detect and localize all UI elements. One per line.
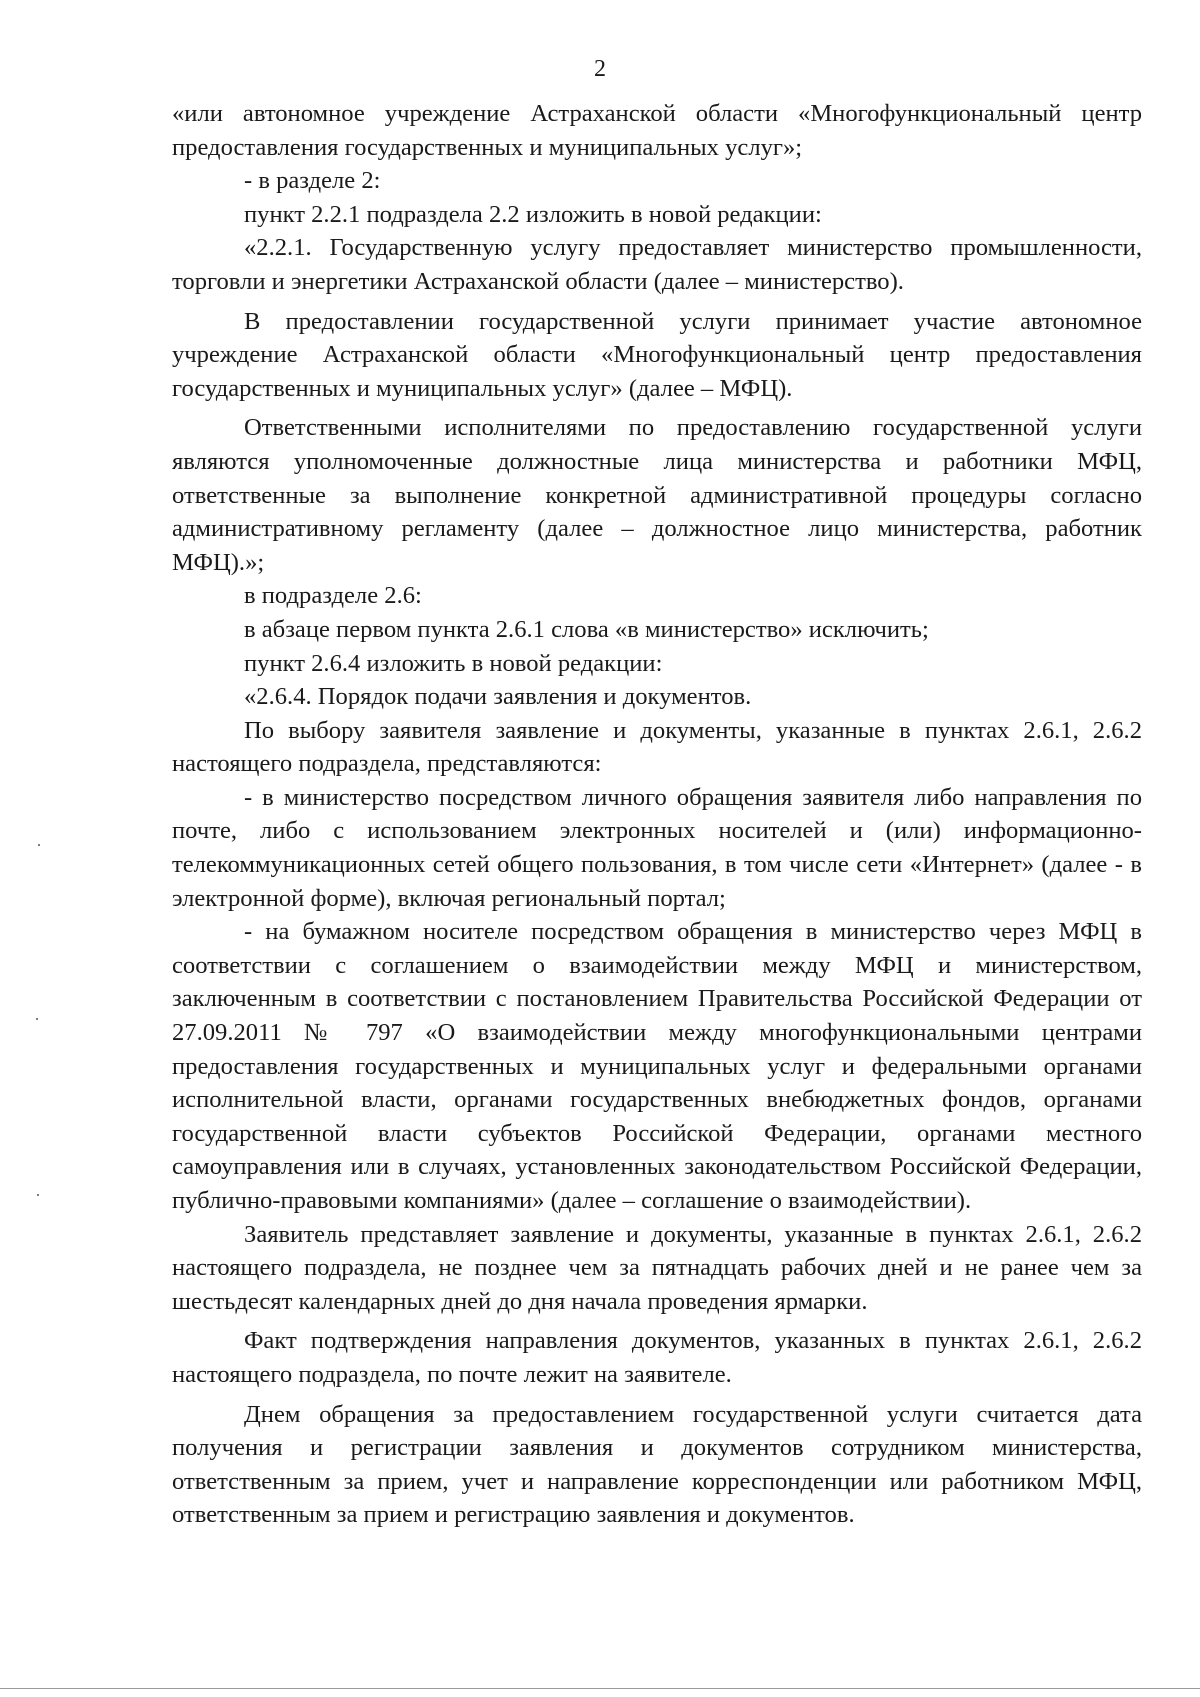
- paragraph: пункт 2.6.4 изложить в новой редакции:: [244, 649, 663, 677]
- scan-edge-line: [0, 1688, 1200, 1689]
- scan-speck: [36, 1018, 38, 1020]
- paragraph: в абзаце первом пункта 2.6.1 слова «в министерство» исключить;: [244, 615, 929, 643]
- paragraph: в подразделе 2.6:: [244, 582, 422, 610]
- paragraph: - в министерство посредством личного обращения заявителя либо направления по почте, либо с использованием электронных носителей и (или) информационно-телекоммуникационных сетей общего пользования, в том числе сети «Интернет» (далее - в электронной форме), включая региональный портал;: [172, 783, 1142, 912]
- page-number: 2: [594, 56, 606, 82]
- paragraph-continuation: «или автономное учреждение Астраханской области «Многофункциональный центр предоставления государственных и муниципальных услуг»;: [172, 100, 1142, 161]
- paragraph: «2.2.1. Государственную услугу предоставляет министерство промышленности, торговли и энергетики Астраханской области (далее – министерство).: [172, 234, 1142, 295]
- paragraph: Заявитель представляет заявление и документы, указанные в пунктах 2.6.1, 2.6.2 настоящего подраздела, не позднее чем за пятнадцать рабочих дней и не ранее чем за шестьдесят календарных дней до дня начала проведения ярмарки.: [172, 1220, 1142, 1315]
- scan-speck: [38, 844, 40, 846]
- paragraph: - на бумажном носителе посредством обращения в министерство через МФЦ в соответствии с соглашением о взаимодействии между МФЦ и министерством, заключенным в соответствии с постановлением Правительства Российской Федерации от 27.09.2011 № 797 «О взаимодействии между многофункциональными центрами предоставления государственных и муниципальных услуг и федеральными органами исполнительной власти, органами государственных внебюджетных фондов, органами государственной власти субъектов Российской Федерации, органами местного самоуправления или в случаях, установленных законодательством Российской Федерации, публично-правовыми компаниями» (далее – соглашение о взаимодействии).: [172, 918, 1142, 1214]
- paragraph: Факт подтверждения направления документов, указанных в пунктах 2.6.1, 2.6.2 настоящего подраздела, по почте лежит на заявителе.: [172, 1327, 1142, 1388]
- document-body: [172, 97, 1142, 1532]
- paragraph: пункт 2.2.1 подраздела 2.2 изложить в новой редакции:: [244, 200, 822, 228]
- paragraph: «2.6.4. Порядок подачи заявления и документов.: [244, 683, 752, 711]
- paragraph: Днем обращения за предоставлением государственной услуги считается дата получения и регистрации заявления и документов сотрудником министерства, ответственным за прием, учет и направление корреспонденции или работником МФЦ, ответственным за прием и регистрацию заявления и документов.: [172, 1400, 1142, 1529]
- paragraph: - в разделе 2:: [244, 167, 381, 195]
- paragraph: Ответственными исполнителями по предоставлению государственной услуги являются уполномоченные должностные лица министерства и работники МФЦ, ответственные за выполнение конкретной административной процедуры согласно административному регламенту (далее – должностное лицо министерства, работник МФЦ).»;: [172, 414, 1142, 576]
- paragraph: В предоставлении государственной услуги принимает участие автономное учреждение Астраханской области «Многофункциональный центр предоставления государственных и муниципальных услуг» (далее – МФЦ).: [172, 307, 1142, 402]
- scan-speck: [37, 1194, 39, 1196]
- paragraph: По выбору заявителя заявление и документы, указанные в пунктах 2.6.1, 2.6.2 настоящего подраздела, представляются:: [172, 716, 1142, 778]
